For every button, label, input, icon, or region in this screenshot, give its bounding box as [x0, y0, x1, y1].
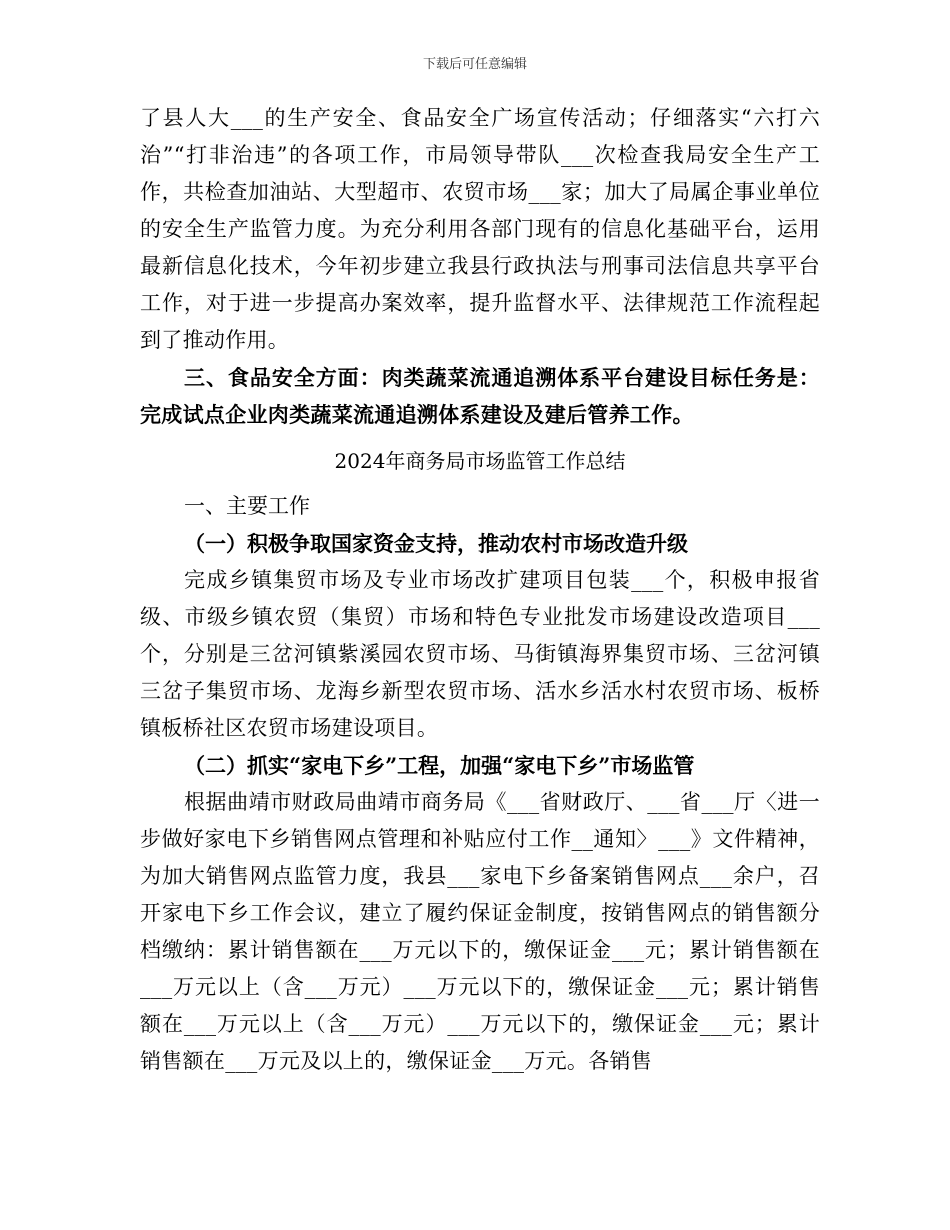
paragraph-safety-work: 了县人大___的生产安全、食品安全广场宣传活动；仔细落实“六打六治”“打非治违”的各项工作，市局领导带队___次检查我局安全生产工作，共检查加油站、大型超市、农贸市场___家；加大了局属企事业单位的安全生产监管力度。为充分利用各部门现有的信息化基础平台，运用最新信息化技术，今年初步建立我县行政执法与刑事司法信息共享平台工作，对于进一步提高办案效率，提升监督水平、法律规范工作流程起到了推动作用。 — [140, 106, 820, 352]
paragraph-market-upgrade: 完成乡镇集贸市场及专业市场改扩建项目包装___个，积极申报省级、市级乡镇农贸（集贸）市场和特色专业批发市场建设改造项目___个，分别是三岔河镇紫溪园农贸市场、马街镇海界集贸市场、三岔河镇三岔子集贸市场、龙海乡新型农贸市场、活水乡活水村农贸市场、板桥镇板桥社区农贸市场建设项目。 — [140, 568, 820, 740]
heading-main-work: 一、主要工作 — [184, 494, 310, 518]
page-header: 下载后可任意编辑 — [422, 57, 527, 72]
heading-appliances-countryside: （二）抓实“家电下乡”工程，加强“家电下乡”市场监管 — [184, 753, 695, 778]
document-title: 2024年商务局市场监管工作总结 — [334, 449, 626, 473]
document-body — [140, 100, 820, 1080]
heading-national-funds: （一）积极争取国家资金支持，推动农村市场改造升级 — [184, 531, 688, 556]
paragraph-food-safety: 三、食品安全方面：肉类蔬菜流通追溯体系平台建设目标任务是：完成试点企业肉类蔬菜流通追溯体系建设及建后管养工作。 — [140, 365, 820, 427]
paragraph-appliance-supervision: 根据曲靖市财政局曲靖市商务局《___省财政厅、___省___厅〈进一步做好家电下乡销售网点管理和补贴应付工作__通知〉___》文件精神，为加大销售网点监管力度，我县___家电下乡备案销售网点___余户，召开家电下乡工作会议，建立了履约保证金制度，按销售网点的销售额分档缴纳：累计销售额在___万元以下的，缴保证金___元；累计销售额在___万元以上（含___万元）___万元以下的，缴保证金___元；累计销售额在___万元以上（含___万元）___万元以下的，缴保证金___元；累计销售额在___万元及以上的，缴保证金___万元。各销售 — [140, 790, 820, 1073]
